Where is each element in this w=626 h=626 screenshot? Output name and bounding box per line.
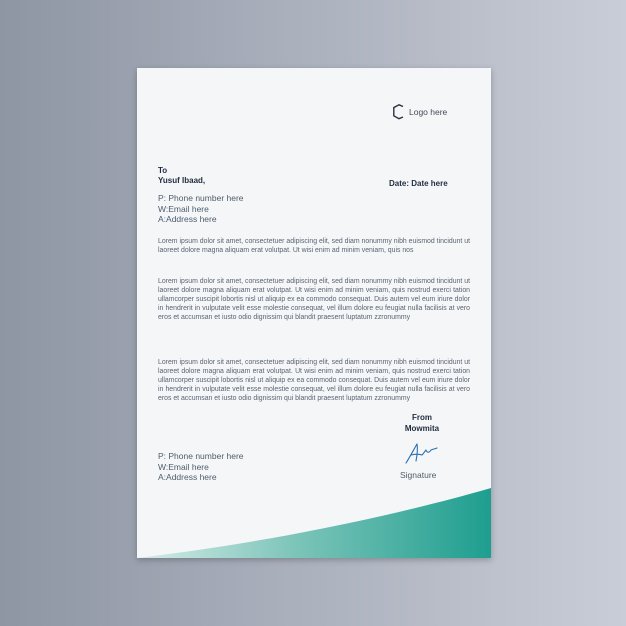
phone-line: P: Phone number here xyxy=(158,193,244,203)
hexagon-logo-icon xyxy=(392,104,406,120)
date-line: Date: Date here xyxy=(389,179,448,188)
email-line: W:Email here xyxy=(158,203,209,214)
body-paragraph-2: Lorem ipsum dolor sit amet, consectetuer adipiscing elit, sed diam nonummy nibh euismod tincidunt ut laoreet dolore magna aliquam erat volutpat. Ut wisi enim ad minim veniam, quis nostrud exerci tation ullamcorper suscipit lobortis nisl ut aliquip ex ea commodo consequat. Duis autem vel eum iriure dolor in hendrerit in vulputate velit esse molestie consequat, vel illum dolore eu feugiat nulla facilisis at vero eros et accumsan et iusto odio dignissim qui blandit praesent luptatum zzronummy xyxy=(158,278,470,322)
recipient-name: Yusuf Ibaad, xyxy=(158,176,206,185)
recipient-contact xyxy=(158,193,244,225)
to-label: To xyxy=(158,166,168,175)
body-paragraph-3: Lorem ipsum dolor sit amet, consectetuer adipiscing elit, sed diam nonummy nibh euismod tincidunt ut laoreet dolore magna aliquam erat volutpat. Ut wisi enim ad minim veniam, quis nostrud exerci tation ullamcorper suscipit lobortis nisl ut aliquip ex ea commodo consequat. Duis autem vel eum iriure dolor in hendrerit in vulputate velit esse molestie consequat, vel illum dolore eu feugiat nulla facilisis at vero eros et accumsan et iusto odio dignissim qui blandit praesent luptatum zzronummy xyxy=(158,359,470,403)
sender-name: Mowmita xyxy=(404,423,440,433)
sender-contact xyxy=(158,451,244,483)
body-paragraph-1: Lorem ipsum dolor sit amet, consectetuer adipiscing elit, sed diam nonummy nibh euismod tincidunt ut laoreet dolore magna aliquam erat volutpat. Ut wisi enim ad minim veniam, quis nos xyxy=(158,238,470,255)
phone-line: P: Phone number here xyxy=(158,451,244,461)
from-label: From xyxy=(412,413,432,422)
email-line: W:Email here xyxy=(158,461,209,472)
address-line: A:Address here xyxy=(158,472,217,482)
letterhead-page xyxy=(137,68,491,558)
signature-label: Signature xyxy=(400,470,437,480)
logo xyxy=(392,104,447,120)
sender-block xyxy=(399,413,445,434)
footer-wave xyxy=(137,488,491,558)
logo-text: Logo here xyxy=(409,107,448,117)
address-line: A:Address here xyxy=(158,214,217,224)
signature-mark-icon xyxy=(402,441,438,467)
